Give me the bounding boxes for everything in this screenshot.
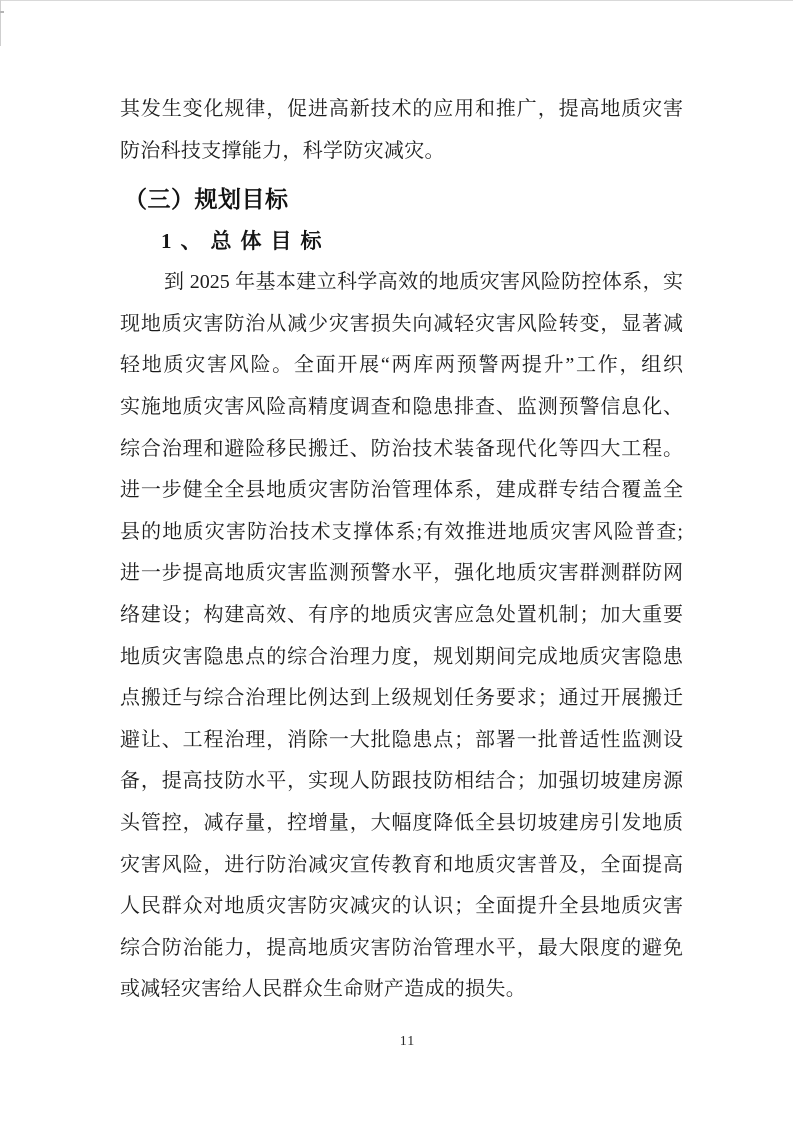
paragraph-line: 避让、工程治理，消除一大批隐患点；部署一批普适性监测设 [120, 728, 683, 751]
paragraph-line: 灾害风险，进行防治减灾宣传教育和地质灾害普及，全面提高 [120, 853, 683, 876]
paragraph-line: 点搬迁与综合治理比例达到上级规划任务要求；通过开展搬迁 [120, 687, 683, 710]
paragraph-line: 综合治理和避险移民搬迁、防治技术装备现代化等四大工程。 [120, 437, 683, 460]
paragraph-line: 备，提高技防水平，实现人防跟技防相结合；加强切坡建房源 [120, 770, 683, 793]
paragraph-line: 轻地质灾害风险。全面开展“两库两预警两提升”工作，组织 [120, 354, 683, 377]
paragraph-line: 综合防治能力，提高地质灾害防治管理水平，最大限度的避免 [120, 936, 683, 959]
scan-edge-left [0, 0, 1, 46]
paragraph-line: 进一步健全全县地质灾害防治管理体系，建成群专结合覆盖全 [120, 479, 683, 502]
scan-edge-tick [0, 11, 4, 13]
page-number: 11 [399, 1034, 416, 1049]
paragraph-line: 进一步提高地质灾害监测预警水平，强化地质灾害群测群防网 [120, 562, 683, 585]
paragraph-line: 其发生变化规律，促进高新技术的应用和推广，提高地质灾害 [120, 98, 683, 120]
paragraph-line: 络建设；构建高效、有序的地质灾害应急处置机制；加大重要 [120, 603, 683, 626]
page-content [120, 89, 683, 1011]
paragraph-line: 人民群众对地质灾害防灾减灾的认识；全面提升全县地质灾害 [120, 895, 683, 918]
paragraph-line: 现地质灾害防治从减少灾害损失向减轻灾害风险转变，显著减 [120, 312, 683, 335]
section-heading: （三）规划目标 [124, 186, 289, 213]
paragraph-line: 县的地质灾害防治技术支撑体系;有效推进地质灾害风险普查; [120, 520, 683, 543]
paragraph-line: 或减轻灾害给人民群众生命财产造成的损失。 [120, 978, 526, 1001]
paragraph-line: 实施地质灾害风险高精度调查和隐患排查、监测预警信息化、 [120, 395, 683, 418]
subsection-heading: 1、总体目标 [161, 229, 331, 254]
paragraph-line: 防治科技支撑能力，科学防灾减灾。 [120, 139, 445, 162]
paragraph-line: 地质灾害隐患点的综合治理力度，规划期间完成地质灾害隐患 [120, 645, 683, 668]
scan-edge-top [0, 0, 793, 1]
paragraph-line: 到 2025 年基本建立科学高效的地质灾害风险防控体系，实 [164, 271, 683, 294]
paragraph-line: 头管控，减存量，控增量，大幅度降低全县切坡建房引发地质 [120, 811, 683, 834]
